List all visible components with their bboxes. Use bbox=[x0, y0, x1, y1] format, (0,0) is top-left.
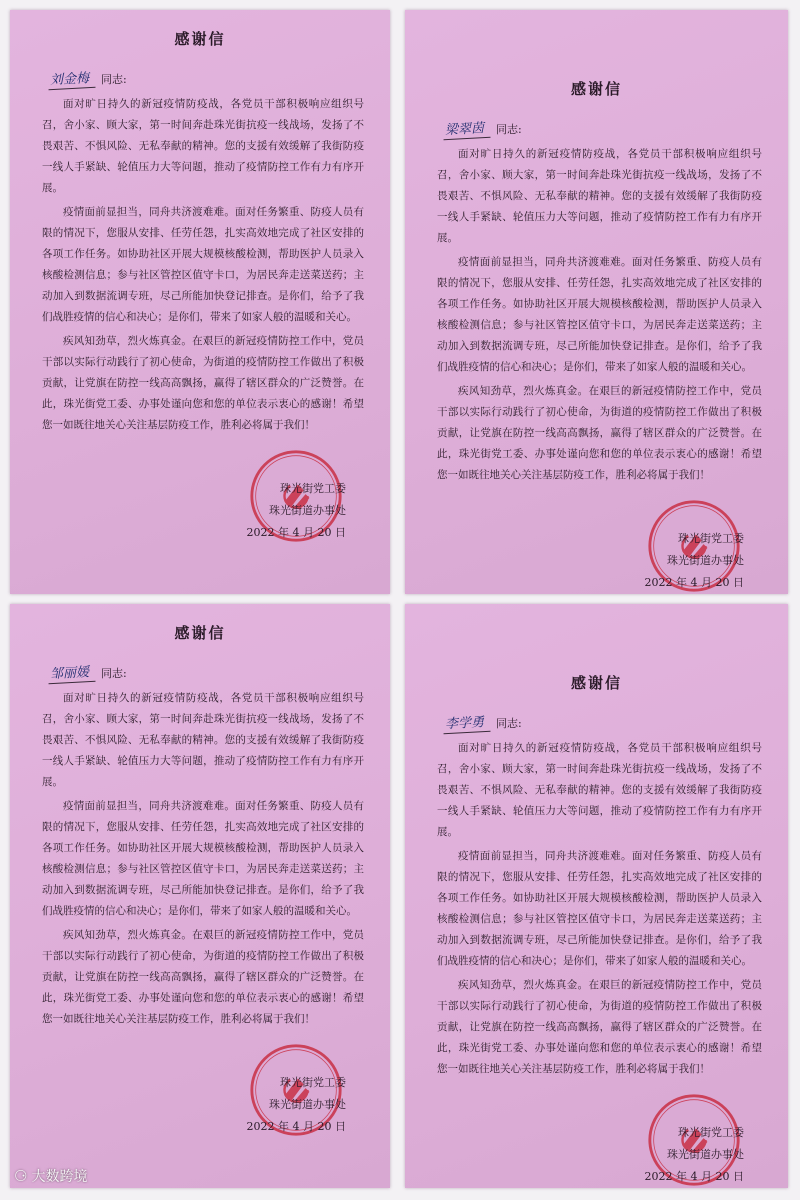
letter-4 bbox=[405, 604, 788, 1188]
letter-body bbox=[437, 738, 762, 1083]
paragraph-1: 面对旷日持久的新冠疫情防疫战，各党员干部积极响应组织号召，舍小家、顾大家，第一时间奔赴珠光街抗疫一线战场，发扬了不畏艰苦、不惧风险、无私奉献的精神。您的支援有效缓解了我街防疫一线人手紧缺、轮值压力大等问题，推动了疫情防控工作有力有序开展。 bbox=[437, 148, 762, 244]
letter-body bbox=[42, 688, 364, 1033]
signature-org2: 珠光街道办事处 bbox=[269, 1098, 346, 1111]
signature-date: 2022 年 4 月 20 日 bbox=[644, 576, 744, 589]
recipient-signature: 梁翠茵 bbox=[442, 117, 490, 140]
salutation bbox=[443, 118, 522, 139]
letter-title: 感谢信 bbox=[174, 624, 226, 642]
paragraph-3: 疾风知劲草，烈火炼真金。在艰巨的新冠疫情防控工作中，党员干部以实际行动践行了初心使命，为街道的疫情防控工作做出了积极贡献，让党旗在防控一线高高飘扬，赢得了辖区群众的广泛赞誉。在此，珠光街党工委、办事处谨向您和您的单位表示衷心的感谢！希望您一如既往地关心关注基层防疫工作，胜利必将属于我们！ bbox=[42, 929, 364, 1025]
signature-block bbox=[614, 1122, 744, 1188]
letter-title: 感谢信 bbox=[570, 80, 622, 98]
recipient-signature: 刘金梅 bbox=[47, 67, 95, 90]
salutation-suffix: 同志: bbox=[496, 717, 522, 730]
paragraph-3: 疾风知劲草，烈火炼真金。在艰巨的新冠疫情防控工作中，党员干部以实际行动践行了初心使命，为街道的疫情防控工作做出了积极贡献，让党旗在防控一线高高飘扬，赢得了辖区群众的广泛赞誉。在此，珠光街党工委、办事处谨向您和您的单位表示衷心的感谢！希望您一如既往地关心关注基层防疫工作，胜利必将属于我们！ bbox=[437, 385, 762, 481]
signature-block bbox=[216, 478, 346, 544]
salutation-suffix: 同志: bbox=[101, 73, 127, 86]
watermark bbox=[14, 1166, 87, 1186]
signature-block bbox=[614, 528, 744, 594]
signature-org2: 珠光街道办事处 bbox=[667, 1148, 744, 1161]
salutation bbox=[48, 662, 127, 683]
paragraph-2: 疫情面前显担当，同舟共济渡难难。面对任务繁重、防疫人员有限的情况下，您服从安排、任劳任怨，扎实高效地完成了社区安排的各项工作任务。如协助社区开展大规模核酸检测，帮助医护人员录入核酸检测信息；参与社区管控区值守卡口，为居民奔走送菜送药；主动加入到数据流调专班，尽己所能加快登记排查。是你们，给予了我们战胜疫情的信心和决心；是你们，带来了如家人般的温暖和关心。 bbox=[437, 850, 762, 967]
letter-2 bbox=[405, 10, 788, 594]
signature-org1: 珠光街党工委 bbox=[678, 1126, 744, 1139]
paragraph-2: 疫情面前显担当，同舟共济渡难难。面对任务繁重、防疫人员有限的情况下，您服从安排、任劳任怨，扎实高效地完成了社区安排的各项工作任务。如协助社区开展大规模核酸检测，帮助医护人员录入核酸检测信息；参与社区管控区值守卡口，为居民奔走送菜送药；主动加入到数据流调专班，尽己所能加快登记排查。是你们，给予了我们战胜疫情的信心和决心；是你们，带来了如家人般的温暖和关心。 bbox=[42, 206, 364, 323]
paragraph-2: 疫情面前显担当，同舟共济渡难难。面对任务繁重、防疫人员有限的情况下，您服从安排、任劳任怨，扎实高效地完成了社区安排的各项工作任务。如协助社区开展大规模核酸检测，帮助医护人员录入核酸检测信息；参与社区管控区值守卡口，为居民奔走送菜送药；主动加入到数据流调专班，尽己所能加快登记排查。是你们，给予了我们战胜疫情的信心和决心；是你们，带来了如家人般的温暖和关心。 bbox=[42, 800, 364, 917]
signature-block bbox=[216, 1072, 346, 1138]
paragraph-3: 疾风知劲草，烈火炼真金。在艰巨的新冠疫情防控工作中，党员干部以实际行动践行了初心使命，为街道的疫情防控工作做出了积极贡献，让党旗在防控一线高高飘扬，赢得了辖区群众的广泛赞誉。在此，珠光街党工委、办事处谨向您和您的单位表示衷心的感谢！希望您一如既往地关心关注基层防疫工作，胜利必将属于我们！ bbox=[437, 979, 762, 1075]
paragraph-2: 疫情面前显担当，同舟共济渡难难。面对任务繁重、防疫人员有限的情况下，您服从安排、任劳任怨，扎实高效地完成了社区安排的各项工作任务。如协助社区开展大规模核酸检测，帮助医护人员录入核酸检测信息；参与社区管控区值守卡口，为居民奔走送菜送药；主动加入到数据流调专班，尽己所能加快登记排查。是你们，给予了我们战胜疫情的信心和决心；是你们，带来了如家人般的温暖和关心。 bbox=[437, 256, 762, 373]
signature-org1: 珠光街党工委 bbox=[280, 482, 346, 495]
letter-title: 感谢信 bbox=[174, 30, 226, 48]
salutation bbox=[48, 68, 127, 89]
signature-org1: 珠光街党工委 bbox=[678, 532, 744, 545]
recipient-signature: 邹丽媛 bbox=[47, 661, 95, 684]
salutation bbox=[443, 712, 522, 733]
salutation-suffix: 同志: bbox=[101, 667, 127, 680]
letter-3 bbox=[10, 604, 390, 1188]
letter-1 bbox=[10, 10, 390, 594]
signature-org2: 珠光街道办事处 bbox=[269, 504, 346, 517]
salutation-suffix: 同志: bbox=[496, 123, 522, 136]
paragraph-1: 面对旷日持久的新冠疫情防疫战，各党员干部积极响应组织号召，舍小家、顾大家，第一时间奔赴珠光街抗疫一线战场，发扬了不畏艰苦、不惧风险、无私奉献的精神。您的支援有效缓解了我街防疫一线人手紧缺、轮值压力大等问题，推动了疫情防控工作有力有序开展。 bbox=[437, 742, 762, 838]
paragraph-3: 疾风知劲草，烈火炼真金。在艰巨的新冠疫情防控工作中，党员干部以实际行动践行了初心使命，为街道的疫情防控工作做出了积极贡献，让党旗在防控一线高高飘扬，赢得了辖区群众的广泛赞誉。在此，珠光街党工委、办事处谨向您和您的单位表示衷心的感谢！希望您一如既往地关心关注基层防疫工作，胜利必将属于我们！ bbox=[42, 335, 364, 431]
watermark-text: 大数跨境 bbox=[31, 1169, 88, 1185]
signature-date: 2022 年 4 月 20 日 bbox=[644, 1170, 744, 1183]
paragraph-1: 面对旷日持久的新冠疫情防疫战，各党员干部积极响应组织号召，舍小家、顾大家，第一时间奔赴珠光街抗疫一线战场，发扬了不畏艰苦、不惧风险、无私奉献的精神。您的支援有效缓解了我街防疫一线人手紧缺、轮值压力大等问题，推动了疫情防控工作有力有序开展。 bbox=[42, 98, 364, 194]
signature-org1: 珠光街党工委 bbox=[280, 1076, 346, 1089]
letter-body bbox=[437, 144, 762, 489]
watermark-logo-icon: ⚆ bbox=[14, 1167, 28, 1185]
signature-date: 2022 年 4 月 20 日 bbox=[246, 526, 346, 539]
recipient-signature: 李学勇 bbox=[442, 711, 490, 734]
signature-org2: 珠光街道办事处 bbox=[667, 554, 744, 567]
letter-title: 感谢信 bbox=[570, 674, 622, 692]
signature-date: 2022 年 4 月 20 日 bbox=[246, 1120, 346, 1133]
letter-body bbox=[42, 94, 364, 439]
paragraph-1: 面对旷日持久的新冠疫情防疫战，各党员干部积极响应组织号召，舍小家、顾大家，第一时间奔赴珠光街抗疫一线战场，发扬了不畏艰苦、不惧风险、无私奉献的精神。您的支援有效缓解了我街防疫一线人手紧缺、轮值压力大等问题，推动了疫情防控工作有力有序开展。 bbox=[42, 692, 364, 788]
